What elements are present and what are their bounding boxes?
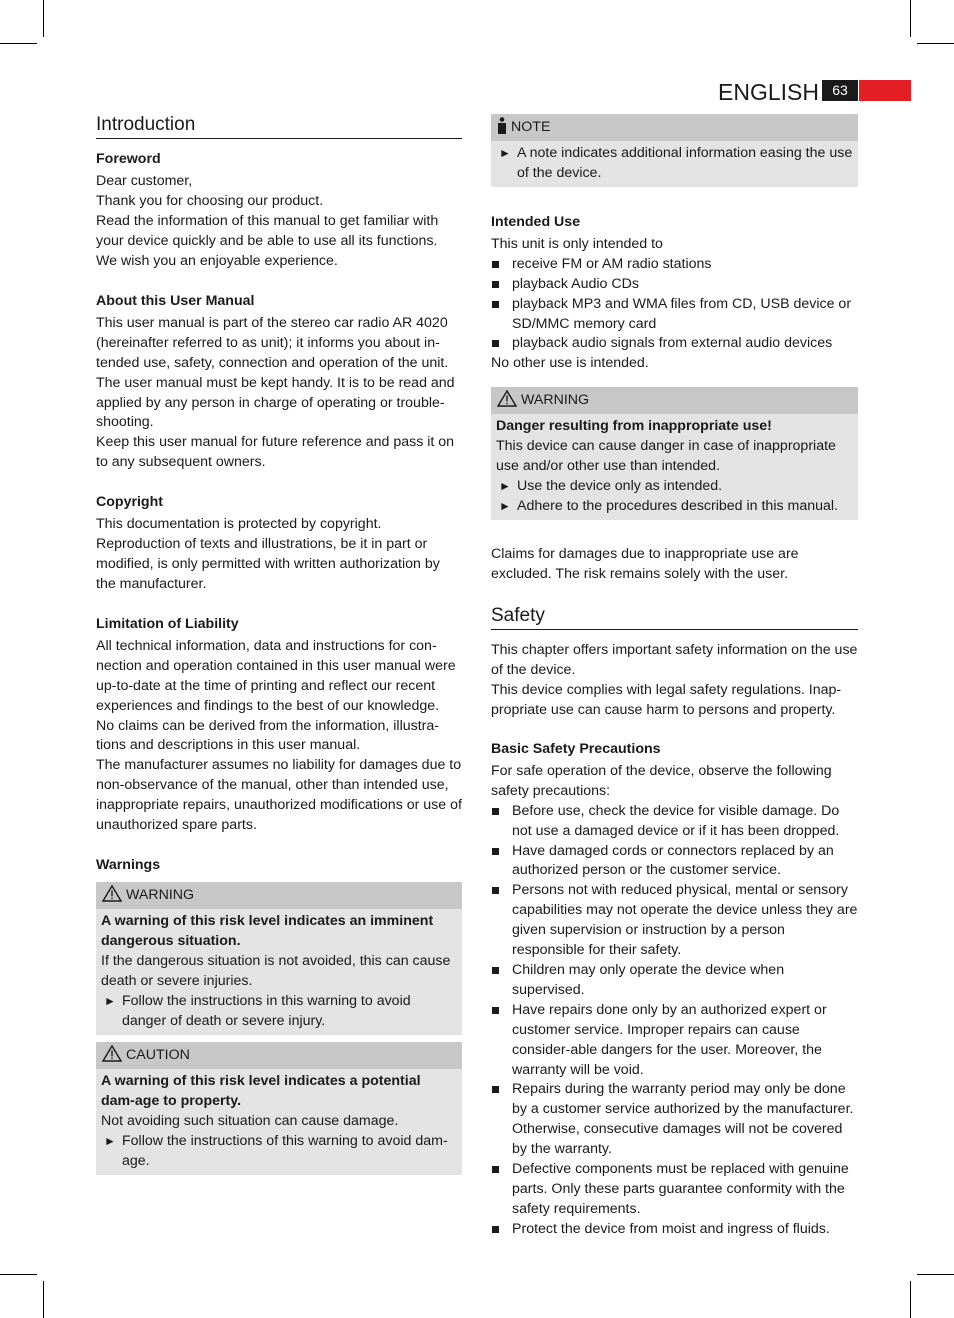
crop-mark [0,1274,37,1275]
paragraph: Thank you for choosing our product. [96,192,324,209]
warning-text: If the dangerous situation is not avoided, this can cause death or severe injuries. [101,952,451,989]
about-title: About this User Manual [96,293,255,309]
intended-use-title: Intended Use [491,214,581,230]
paragraph: For safe operation of the device, observe the following safety precautions: [491,762,832,799]
list-item: Before use, check the device for visible damage. Do not use a damaged device or if it has been dropped. [491,802,858,842]
paragraph: All technical information, data and instructions for con-nection and operation contained in this user manual were up-to-date at the time of printing and reflect our recent experiences and findings to the best of our knowledge. [96,637,456,714]
step-text: Follow the instructions in this warning to avoid danger of death or severe injury. [122,992,411,1029]
warning-step [101,992,457,1032]
crop-mark [910,0,911,37]
warning-box-2 [491,387,858,520]
note-box [491,114,858,187]
warning-triangle-icon [102,885,122,902]
about-section [96,292,462,473]
list-item: Defective components must be replaced with genuine parts. Only these parts guarantee conformity with the safety requirements. [491,1160,858,1220]
intended-use-list [491,255,858,355]
paragraph: This device complies with legal safety regulations. Inap-propriate use can cause harm to persons and property. [491,681,842,718]
step-text: Adhere to the procedures described in this manual. [517,497,838,514]
copyright-title: Copyright [96,494,163,510]
warnings-title: Warnings [96,857,161,873]
list-item: Children may only operate the device when supervised. [491,961,858,1001]
note-label: NOTE [511,119,551,135]
warning-triangle-icon [497,390,517,407]
liability-section [96,615,462,836]
crop-mark [43,0,44,37]
arrow-right-icon: ► [104,993,116,1008]
paragraph: Reproduction of texts and illustrations, be it in part or modified, is only permitted with written authorization by the manufacturer. [96,535,440,592]
safety-heading: Safety [491,604,858,630]
arrow-right-icon: ► [499,498,511,513]
paragraph: This user manual is part of the stereo car radio AR 4020 (hereinafter referred to as unit); it informs you about in-tended use, safety, connection and operation of the unit. [96,314,449,371]
list-item: receive FM or AM radio stations [491,255,858,275]
paragraph: This chapter offers important safety information on the use of the device. [491,642,858,678]
arrow-right-icon: ► [104,1133,116,1148]
warning-text: This device can cause danger in case of inappropriate use and/or other use than intended. [496,437,836,474]
crop-mark [910,1281,911,1318]
liability-title: Limitation of Liability [96,616,239,632]
crop-mark [43,1281,44,1318]
warning-bold: A warning of this risk level indicates an imminent dangerous situation. [101,913,434,949]
list-item: playback audio signals from external audio devices [491,334,858,354]
caution-bold: A warning of this risk level indicates a potential dam-age to property. [101,1073,421,1109]
paragraph: This unit is only intended to [491,235,663,252]
language-label: ENGLISH [718,79,819,105]
list-item: Repairs during the warranty period may only be done by a customer service authorized by the manufacturer. Otherwise, consecutive damages will not be covered by the warranty. [491,1080,858,1160]
arrow-right-icon: ► [499,146,511,160]
intended-use-section [491,213,858,374]
paragraph: The user manual must be kept handy. It is to be read and applied by any person in charge of operating or trouble-shooting. [96,374,455,431]
list-item: Have damaged cords or connectors replaced by an authorized person or the customer service. [491,842,858,882]
paragraph: We wish you an enjoyable experience. [96,252,338,269]
warning-label: WARNING [521,392,590,408]
warning-step [496,477,853,497]
caution-box-header [96,1042,462,1069]
warning-label: WARNING [126,887,195,903]
paragraph: The manufacturer assumes no liability for damages due to non-observance of the manual, other than intended use, inappropriate repairs, unauthorized modifications or use of unauthorized spare parts. [96,757,462,834]
list-item: playback MP3 and WMA files from CD, USB device or SD/MMC memory card [491,295,858,335]
step-text: Use the device only as intended. [517,477,723,494]
caution-box [96,1042,462,1175]
basic-safety-title: Basic Safety Precautions [491,741,661,757]
caution-text: Not avoiding such situation can cause damage. [101,1112,399,1129]
warning-box-header [96,882,462,909]
copyright-section [96,493,462,595]
paragraph: No other use is intended. [491,355,649,372]
step-text: A note indicates additional information easing the use of the device. [517,145,853,181]
warning-box-header [491,387,858,414]
info-icon [497,117,507,134]
introduction-heading: Introduction [96,113,462,139]
claims-paragraph: Claims for damages due to inappropriate use are excluded. The risk remains solely with the user. [491,546,799,582]
paragraph: Keep this user manual for future reference and pass it on to any subsequent owners. [96,434,455,471]
paragraph: Dear customer, [96,172,193,189]
list-item: Have repairs done only by an authorized expert or customer service. Improper repairs can cause consider-able dangers for the user. Moreover, the warranty will be void. [491,1001,858,1081]
list-item: playback Audio CDs [491,275,858,295]
crop-mark [0,43,37,44]
warning-bold: Danger resulting from inappropriate use! [496,418,772,434]
foreword-section [96,150,462,271]
list-item: Protect the device from moist and ingress of fluids. [491,1220,858,1240]
page-number-badge: 63 [822,80,858,101]
foreword-title: Foreword [96,151,161,167]
list-item: Persons not with reduced physical, mental or sensory capabilities may not operate the device unless they are given supervision or instruction by a person responsible for their safety. [491,881,858,961]
accent-bar [859,80,911,101]
paragraph: Read the information of this manual to get familiar with your device quickly and be able to use all its functions. [96,212,439,249]
caution-step [101,1132,457,1172]
safety-intro [491,641,858,721]
paragraph: No claims can be derived from the information, illustra-tions and descriptions in this user manual. [96,717,440,754]
warning-box [96,882,462,1035]
crop-mark [917,43,954,44]
step-text: Follow the instructions of this warning to avoid dam-age. [122,1132,448,1169]
warning-step [496,497,853,517]
paragraph: This documentation is protected by copyright. [96,515,382,532]
note-step [496,144,853,184]
arrow-right-icon: ► [499,478,511,493]
note-box-header [491,114,858,141]
caution-label: CAUTION [126,1047,190,1063]
crop-mark [917,1274,954,1275]
safety-list [491,802,858,1240]
basic-safety-section [491,740,858,1240]
warning-triangle-icon [102,1045,122,1062]
